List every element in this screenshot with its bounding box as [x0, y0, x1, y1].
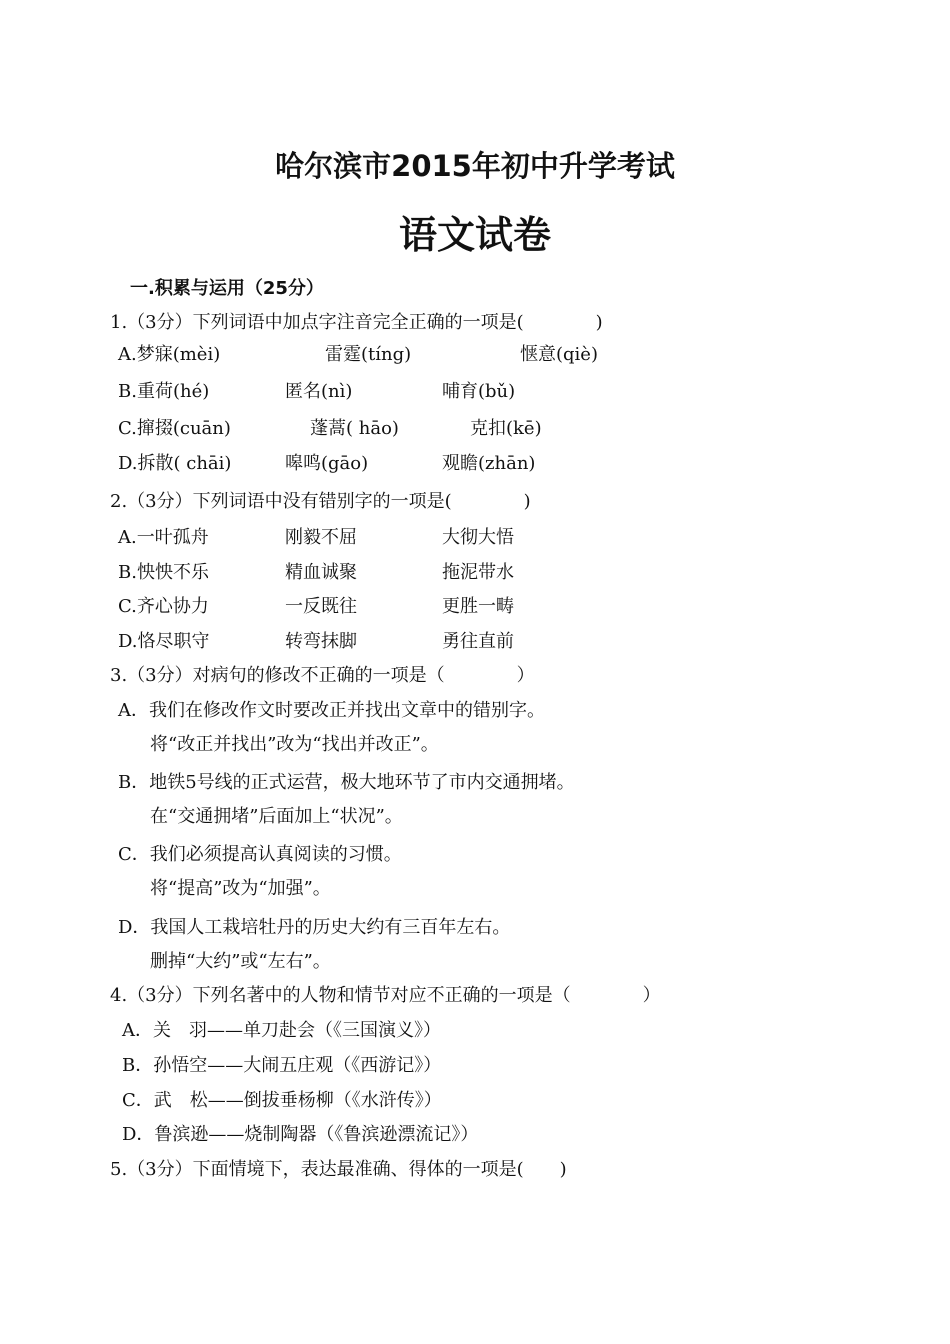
q3-option-c: C．我们必须提高认真阅读的习惯。 [118, 844, 402, 865]
q1-option-c-item-3: 克扣(kē) [470, 418, 542, 439]
question-2-stem: 2.（3分）下列词语中没有错别字的一项是( ) [110, 491, 531, 512]
question-4-stem: 4.（3分）下列名著中的人物和情节对应不正确的一项是（ ） [110, 985, 661, 1006]
q1-option-b-item-2: 匿名(nì) [285, 381, 353, 402]
q3-option-a: A．我们在修改作文时要改正并找出文章中的错别字。 [118, 700, 545, 721]
q2-option-d-item-3: 勇往直前 [442, 631, 514, 652]
question-3-stem: 3.（3分）对病句的修改不正确的一项是（ ） [110, 665, 535, 686]
question-1-stem: 1.（3分）下列词语中加点字注音完全正确的一项是( ) [110, 312, 603, 333]
q2-option-c-item-2: 一反既往 [285, 596, 357, 617]
question-5-stem: 5.（3分）下面情境下，表达最准确、得体的一项是( ) [110, 1159, 567, 1180]
q4-option-c: C．武 松——倒拔垂杨柳（《水浒传》） [122, 1090, 442, 1111]
exam-title: 哈尔滨市2015年初中升学考试 [275, 149, 675, 183]
q2-option-b-item-3: 拖泥带水 [442, 562, 514, 583]
q4-option-d: D．鲁滨逊——烧制陶器（《鲁滨逊漂流记》） [122, 1124, 479, 1145]
q3-option-d-fix: 删掉“大约”或“左右”。 [150, 951, 331, 972]
section-heading: 一.积累与运用（25分） [130, 278, 324, 299]
q2-option-b-item-2: 精血诚聚 [285, 562, 357, 583]
q2-option-d-item-2: 转弯抹脚 [285, 631, 357, 652]
q1-option-d-item-3: 观瞻(zhān) [442, 453, 536, 474]
q1-option-b-item-1: B.重荷(hé) [118, 381, 210, 402]
q2-option-a-item-1: A.一叶孤舟 [118, 527, 209, 548]
q2-option-b-item-1: B.怏怏不乐 [118, 562, 209, 583]
q2-option-a-item-3: 大彻大悟 [442, 527, 514, 548]
q1-option-b-item-3: 哺育(bǔ) [442, 381, 516, 402]
q1-option-c-item-1: C.撺掇(cuān) [118, 418, 231, 439]
q3-option-c-fix: 将“提高”改为“加强”。 [150, 878, 331, 899]
q2-option-d-item-1: D.恪尽职守 [118, 631, 210, 652]
q1-option-a-item-3: 惬意(qiè) [520, 344, 598, 365]
q2-option-c-item-1: C.齐心协力 [118, 596, 209, 617]
q1-option-d-item-1: D.拆散( chāi) [118, 453, 232, 474]
q2-option-a-item-2: 刚毅不屈 [285, 527, 357, 548]
q1-option-a-item-1: A.梦寐(mèi) [118, 344, 221, 365]
q1-option-d-item-2: 嗥鸣(gāo) [285, 453, 369, 474]
q3-option-d: D．我国人工栽培牡丹的历史大约有三百年左右。 [118, 917, 511, 938]
q4-option-a: A．关 羽——单刀赴会（《三国演义》） [122, 1020, 441, 1041]
q1-option-a-item-2: 雷霆(tíng) [325, 344, 412, 365]
q2-option-c-item-3: 更胜一畴 [442, 596, 514, 617]
q1-option-c-item-2: 蓬蒿( hāo) [310, 418, 399, 439]
q3-option-a-fix: 将“改正并找出”改为“找出并改正”。 [150, 734, 439, 755]
paper-subtitle: 语文试卷 [398, 213, 551, 257]
q4-option-b: B．孙悟空——大闹五庄观（《西游记》） [122, 1055, 442, 1076]
q3-option-b-fix: 在“交通拥堵”后面加上“状况”。 [150, 806, 403, 827]
q3-option-b: B．地铁5号线的正式运营，极大地环节了市内交通拥堵。 [118, 772, 575, 793]
